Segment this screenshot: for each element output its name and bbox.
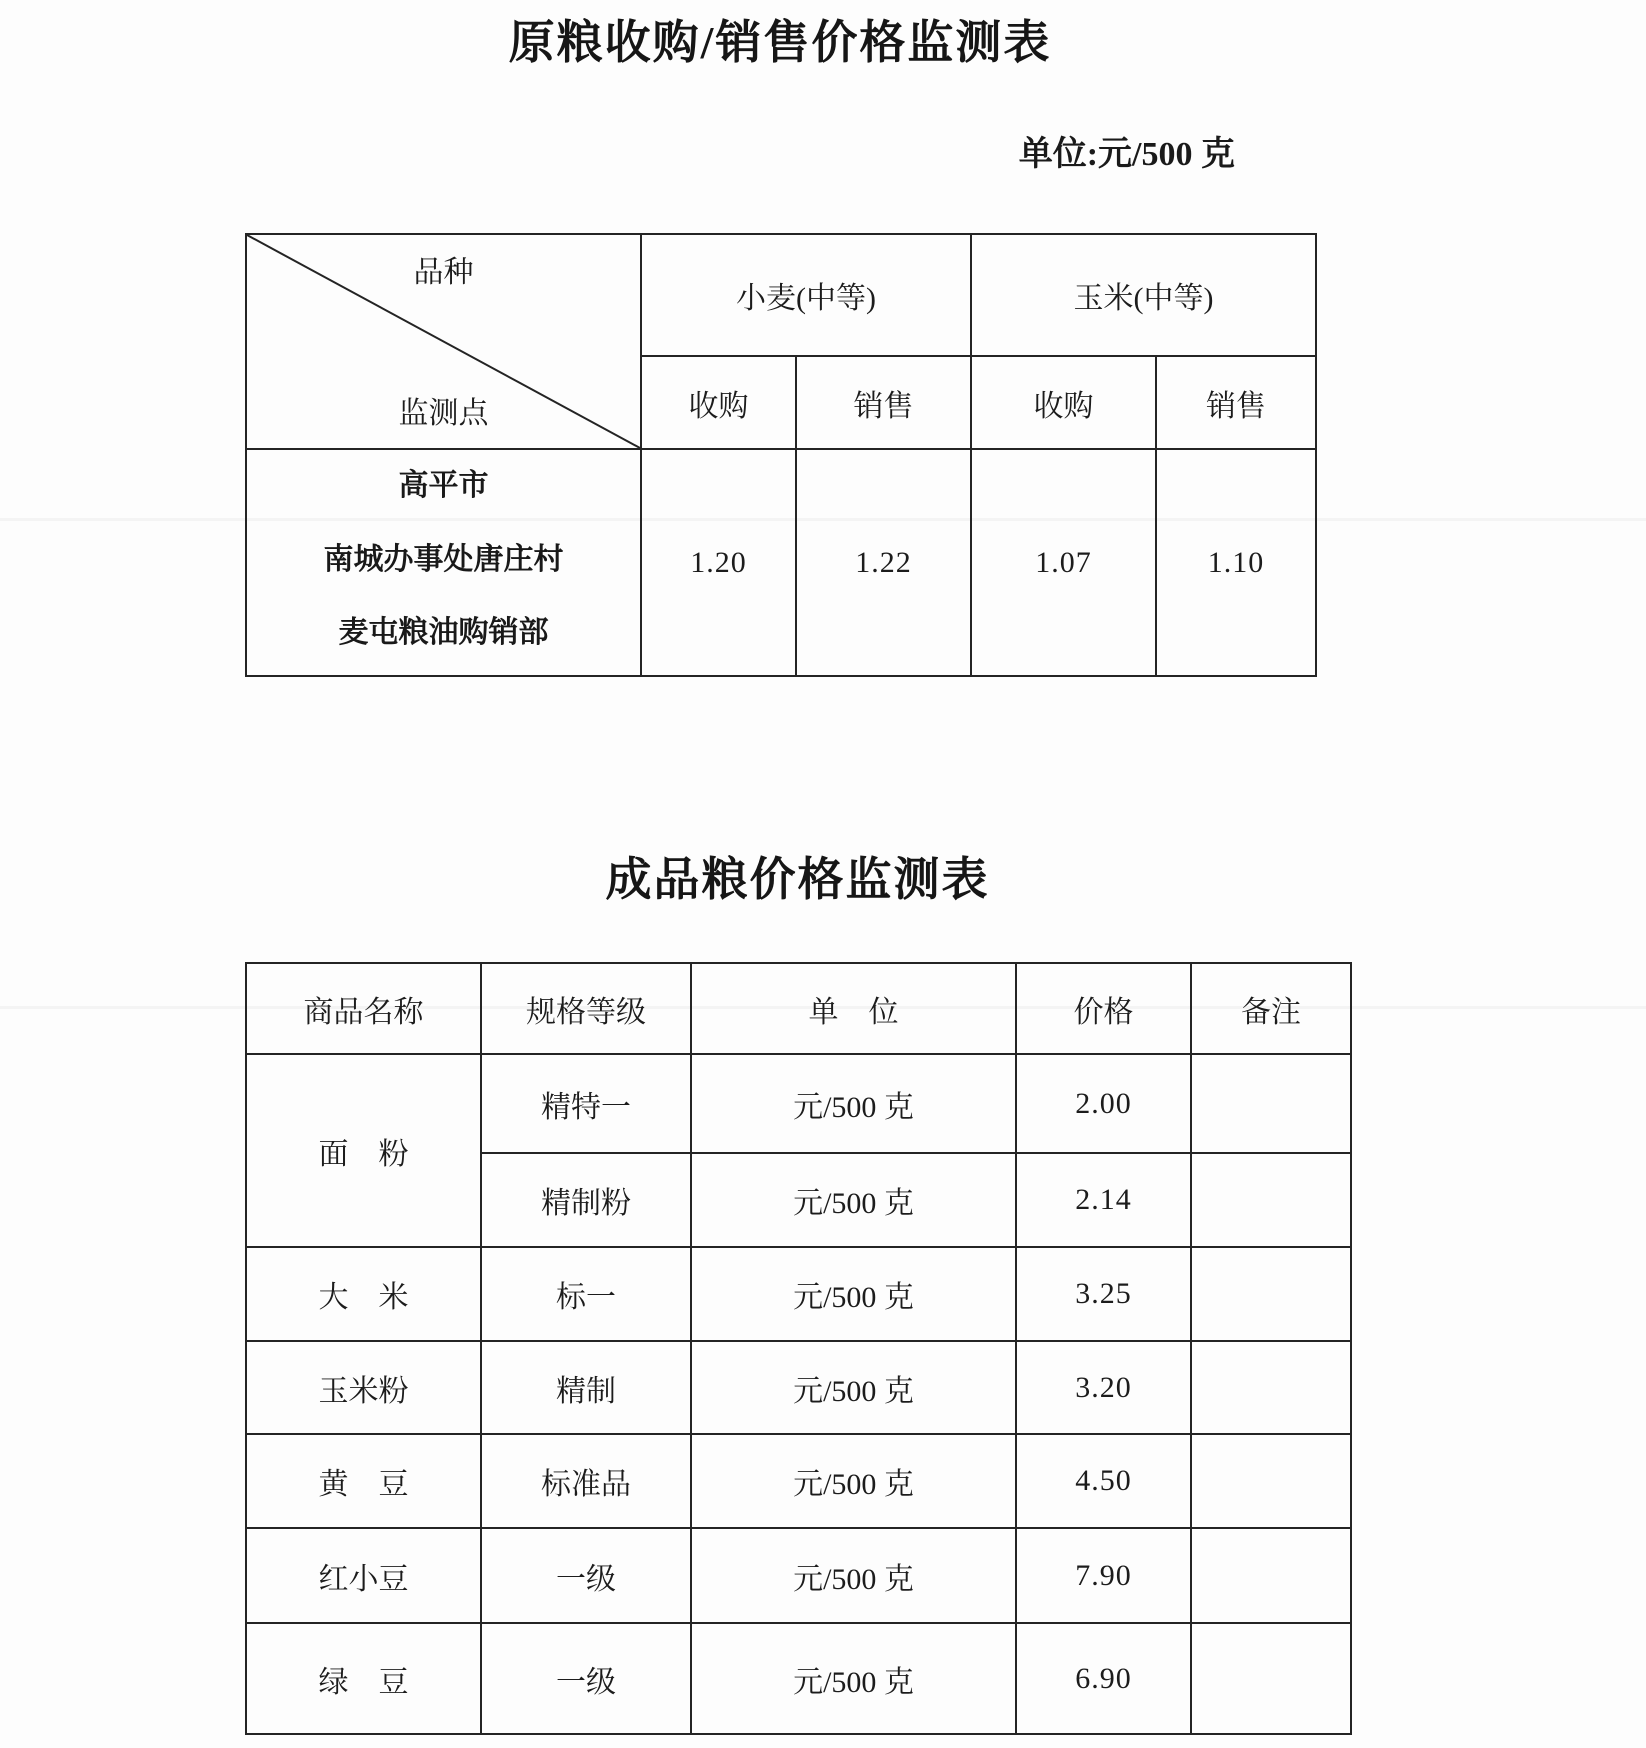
remark-cell	[1191, 1623, 1351, 1734]
table-row	[246, 1341, 1351, 1434]
header-unit: 单 位	[691, 963, 1016, 1054]
unit-cell: 元/500 克	[691, 1341, 1016, 1434]
header-product-name: 商品名称	[246, 963, 481, 1054]
product-name-cell: 大 米	[246, 1247, 481, 1341]
header-price: 价格	[1016, 963, 1191, 1054]
corn-group-header: 玉米(中等)	[971, 234, 1316, 356]
price-cell: 4.50	[1016, 1434, 1191, 1528]
table-row	[246, 1054, 1351, 1153]
finished-grain-table	[245, 962, 1352, 1735]
grade-cell: 精制粉	[481, 1153, 691, 1247]
unit-cell: 元/500 克	[691, 1153, 1016, 1247]
monitoring-point-line: 南城办事处唐庄村	[323, 542, 564, 576]
unit-cell: 元/500 克	[691, 1528, 1016, 1623]
table-row	[246, 1528, 1351, 1623]
product-name-cell: 玉米粉	[246, 1341, 481, 1434]
finished-grain-table-title: 成品粮价格监测表	[605, 854, 990, 905]
monitoring-point-line: 麦屯粮油购销部	[338, 616, 549, 649]
remark-cell	[1191, 1528, 1351, 1623]
grade-cell: 标一	[481, 1247, 691, 1341]
remark-cell	[1191, 1054, 1351, 1153]
wheat-purchase-header: 收购	[641, 356, 796, 449]
table-row	[246, 1623, 1351, 1734]
wheat-purchase-value: 1.20	[641, 449, 796, 676]
raw-grain-table	[245, 233, 1317, 677]
price-cell: 3.25	[1016, 1247, 1191, 1341]
header-remark: 备注	[1191, 963, 1351, 1054]
table-header-row	[246, 963, 1351, 1054]
corn-sale-value: 1.10	[1156, 449, 1316, 676]
corner-variety-label: 品种	[413, 256, 474, 289]
grade-cell: 标准品	[481, 1434, 691, 1528]
monitoring-point-cell	[246, 449, 641, 676]
table-row	[246, 1247, 1351, 1341]
price-cell: 3.20	[1016, 1341, 1191, 1434]
table-row	[246, 449, 1316, 676]
unit-cell: 元/500 克	[691, 1054, 1016, 1153]
product-name-cell: 绿 豆	[246, 1623, 481, 1734]
remark-cell	[1191, 1341, 1351, 1434]
remark-cell	[1191, 1434, 1351, 1528]
remark-cell	[1191, 1153, 1351, 1247]
wheat-sale-value: 1.22	[796, 449, 971, 676]
corn-sale-header: 销售	[1156, 356, 1316, 449]
price-cell: 2.14	[1016, 1153, 1191, 1247]
corner-cell	[246, 234, 641, 449]
table-row	[246, 234, 1316, 356]
unit-cell: 元/500 克	[691, 1247, 1016, 1341]
price-cell: 6.90	[1016, 1623, 1191, 1734]
price-cell: 7.90	[1016, 1528, 1191, 1623]
grade-cell: 精特一	[481, 1054, 691, 1153]
grade-cell: 精制	[481, 1341, 691, 1434]
header-grade: 规格等级	[481, 963, 691, 1054]
corn-purchase-header: 收购	[971, 356, 1156, 449]
product-name-cell: 黄 豆	[246, 1434, 481, 1528]
grade-cell: 一级	[481, 1623, 691, 1734]
product-name-cell: 面 粉	[246, 1054, 481, 1247]
unit-cell: 元/500 克	[691, 1623, 1016, 1734]
product-name-cell: 红小豆	[246, 1528, 481, 1623]
corn-purchase-value: 1.07	[971, 449, 1156, 676]
wheat-group-header: 小麦(中等)	[641, 234, 971, 356]
raw-grain-table-title: 原粮收购/销售价格监测表	[508, 17, 1052, 68]
grade-cell: 一级	[481, 1528, 691, 1623]
wheat-sale-header: 销售	[796, 356, 971, 449]
unit-note: 单位:元/500 克	[1018, 136, 1235, 173]
corner-site-label: 监测点	[398, 397, 489, 430]
price-cell: 2.00	[1016, 1054, 1191, 1153]
monitoring-point-line: 高平市	[398, 469, 489, 502]
unit-cell: 元/500 克	[691, 1434, 1016, 1528]
table-row	[246, 1434, 1351, 1528]
remark-cell	[1191, 1247, 1351, 1341]
